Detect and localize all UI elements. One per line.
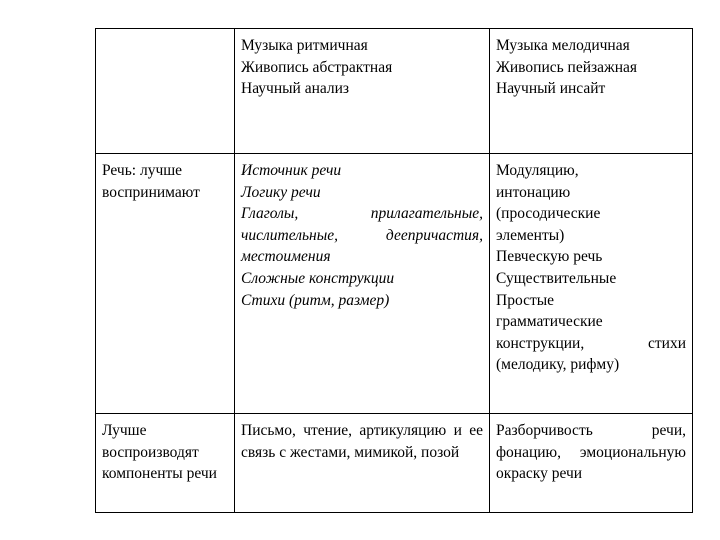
table-row-perception bbox=[96, 154, 693, 414]
perception-left-line-7: Стихи (ритм, размер) bbox=[241, 291, 390, 309]
perception-right-line-2: интонацию bbox=[496, 183, 571, 201]
header-left-line-3: Научный анализ bbox=[241, 80, 350, 98]
comparison-table bbox=[95, 28, 693, 513]
reproduction-right-cell bbox=[490, 414, 693, 513]
row-label-text: Лучше воспроизводят компоненты речи bbox=[102, 422, 217, 483]
reproduction-right-text: Разборчивость речи, фонацию, эмоциональную окраску речи bbox=[496, 422, 686, 483]
row-label-reproduction bbox=[96, 414, 235, 513]
perception-right-line-5: Певческую речь bbox=[496, 248, 603, 266]
perception-left-line-4: числительные, деепричастия, bbox=[241, 226, 483, 244]
perception-right-line-6: Существительные bbox=[496, 269, 617, 287]
header-left-line-2: Живопись абстрактная bbox=[241, 58, 393, 76]
header-cell-empty bbox=[96, 29, 235, 154]
perception-left-line-3: Глаголы, прилагательные, bbox=[241, 205, 483, 223]
perception-left-cell bbox=[235, 154, 490, 414]
perception-right-line-7: Простые bbox=[496, 291, 555, 309]
row-label-perception bbox=[96, 154, 235, 414]
table-row-reproduction bbox=[96, 414, 693, 513]
perception-left-line-6: Сложные конструкции bbox=[241, 269, 395, 287]
perception-right-line-1: Модуляцию, bbox=[496, 162, 579, 179]
header-right-line-1: Музыка мелодичная bbox=[496, 37, 630, 54]
header-left-line-1: Музыка ритмичная bbox=[241, 37, 368, 54]
header-cell-right-hemisphere bbox=[490, 29, 693, 154]
table-row-header bbox=[96, 29, 693, 154]
perception-left-line-2: Логику речи bbox=[241, 183, 321, 201]
perception-right-cell bbox=[490, 154, 693, 414]
perception-right-line-10: (мелодику, рифму) bbox=[496, 356, 620, 374]
perception-left-line-5: местоимения bbox=[241, 248, 331, 266]
reproduction-left-cell bbox=[235, 414, 490, 513]
perception-right-line-4: элементы) bbox=[496, 226, 565, 244]
header-cell-left-hemisphere bbox=[235, 29, 490, 154]
perception-right-line-8: грамматические bbox=[496, 313, 603, 331]
perception-right-line-9: конструкции, стихи bbox=[496, 334, 686, 352]
perception-right-line-3: (просодические bbox=[496, 205, 601, 223]
header-right-line-3: Научный инсайт bbox=[496, 80, 606, 98]
perception-left-line-1: Источник речи bbox=[241, 162, 342, 179]
reproduction-left-text: Письмо, чтение, артикуляцию и ее связь с жестами, мимикой, позой bbox=[241, 422, 483, 461]
header-right-line-2: Живопись пейзажная bbox=[496, 58, 638, 76]
row-label-text: Речь: лучше воспринимают bbox=[102, 162, 200, 201]
